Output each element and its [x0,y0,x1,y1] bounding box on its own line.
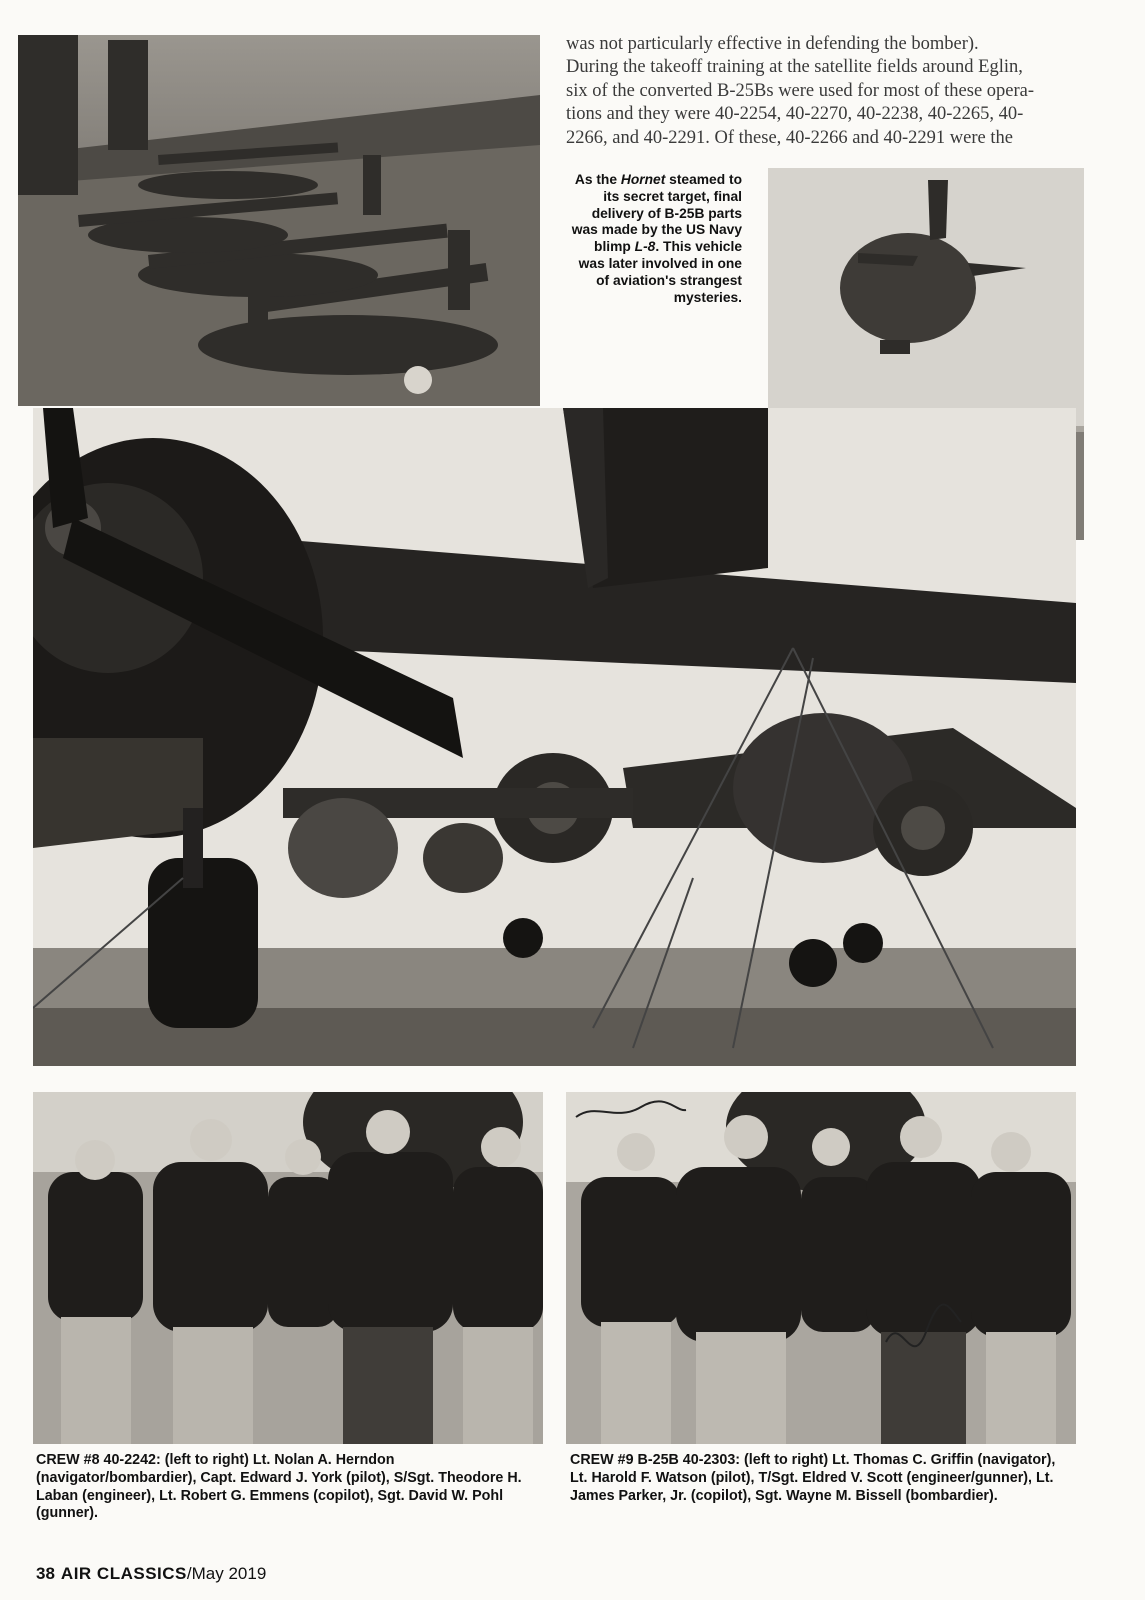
body-line-5: 2266, and 40-2291. Of these, 40-2266 and 40-2291 were the [566,127,1013,148]
magazine-name: AIR CLASSICS [60,1564,187,1583]
photo-b25-on-deck [33,408,1076,1066]
caption-crew-8: CREW #8 40-2242: (left to right) Lt. Nolan A. Herndon (navigator/bombardier), Capt. Edward J. York (pilot), S/Sgt. Theodore H. Laban (engineer), Lt. Robert G. Emmens (copilot), Sgt. David W. Pohl (gunner). [36,1452,522,1522]
body-line-2: During the takeoff training at the satellite fields around Eglin, [566,57,1023,78]
page-folio [36,1564,266,1584]
body-line-1: was not particularly effective in defending the bomber). [566,34,979,54]
body-line-3: six of the converted B-25Bs were used for most of these opera- [566,80,1035,101]
article-body-text [566,33,1076,150]
caption-crew-9: CREW #9 B-25B 40-2303: (left to right) Lt. Thomas C. Griffin (navigator), Lt. Harold F. Watson (pilot), T/Sgt. Eldred V. Scott (engineer/gunner), Lt. James Parker, Jr. (copilot), Sgt. Wayne M. Bissell (bombardier). [570,1452,1056,1504]
body-line-4: tions and they were 40-2254, 40-2270, 40-2238, 40-2265, 40- [566,104,1024,125]
photo-crew-8 [33,1092,543,1444]
photo-hornet-deck [18,35,540,406]
caption-blimp: As the Hornet steamed to its secret target, final delivery of B-25B parts was made by the US Navy blimp L-8. This vehicle was later involved in one of aviation's strangest mysteries. [571,172,742,305]
issue-date: /May 2019 [186,1564,267,1583]
page-number: 38 [36,1564,55,1583]
photo-crew-9 [566,1092,1076,1444]
